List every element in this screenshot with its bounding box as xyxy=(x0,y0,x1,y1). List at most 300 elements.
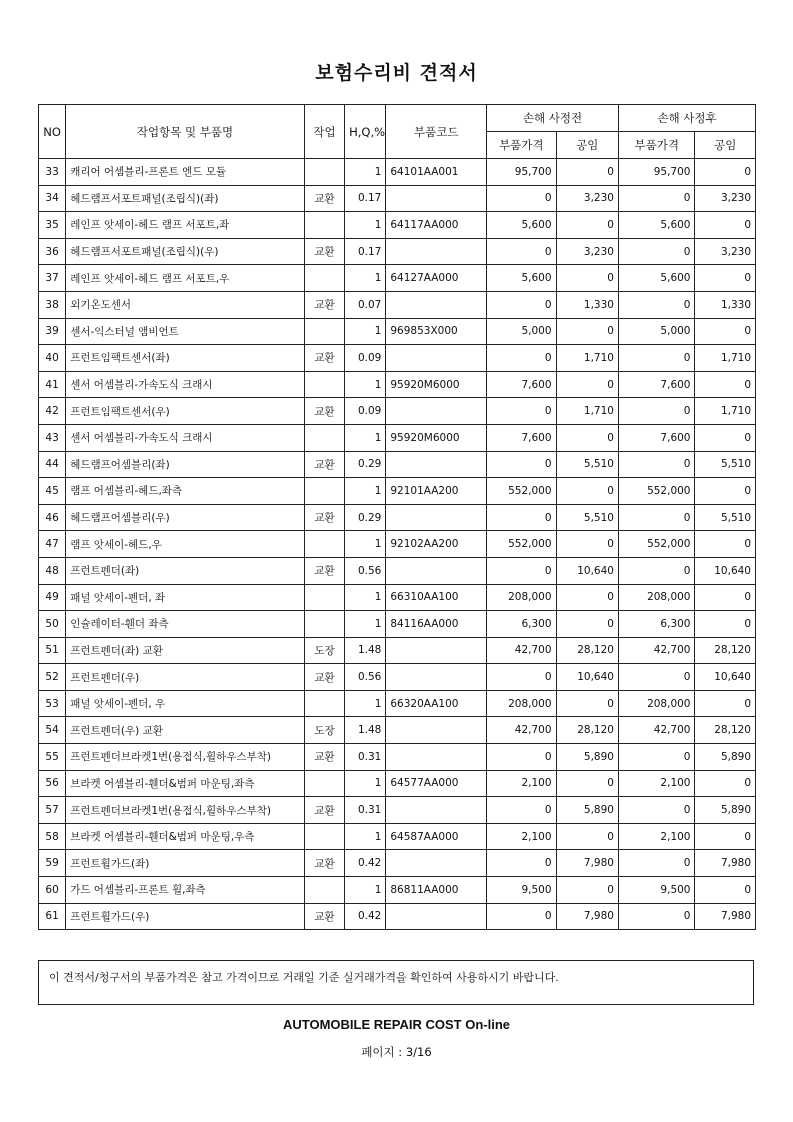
row-item: 패널 앗세이-펜더, 우 xyxy=(66,690,305,717)
notice-text: 이 견적서/청구서의 부품가격은 참고 가격이므로 거래일 기준 실거래가격을 확인하여 사용하시기 바랍니다. xyxy=(49,971,559,984)
row-work xyxy=(304,159,344,186)
row-no: 40 xyxy=(39,345,66,372)
row-no: 51 xyxy=(39,637,66,664)
row-no: 56 xyxy=(39,770,66,797)
table-row xyxy=(39,451,756,478)
document-title: 보험수리비 견적서 xyxy=(315,62,478,84)
row-before-part-price: 5,600 xyxy=(487,265,556,292)
header-before-labor: 공임 xyxy=(556,132,618,159)
row-no: 36 xyxy=(39,238,66,265)
row-hq: 0.09 xyxy=(345,398,386,425)
row-hq: 0.31 xyxy=(345,744,386,771)
row-work xyxy=(304,611,344,638)
row-before-labor: 10,640 xyxy=(556,557,618,584)
table-row xyxy=(39,611,756,638)
row-work xyxy=(304,531,344,558)
row-before-labor: 0 xyxy=(556,265,618,292)
page-number: 페이지 : 3/16 xyxy=(361,1045,432,1059)
row-after-labor: 0 xyxy=(695,823,756,850)
table-body xyxy=(39,159,756,930)
row-no: 44 xyxy=(39,451,66,478)
row-no: 46 xyxy=(39,504,66,531)
row-after-labor: 1,330 xyxy=(695,291,756,318)
table-row xyxy=(39,584,756,611)
row-item: 센서-익스터널 앰비언트 xyxy=(66,318,305,345)
row-before-part-price: 0 xyxy=(487,504,556,531)
row-before-part-price: 208,000 xyxy=(487,584,556,611)
table-row xyxy=(39,557,756,584)
row-before-labor: 10,640 xyxy=(556,664,618,691)
header-hq: H,Q,% xyxy=(345,105,386,159)
row-item: 브라켓 어셈블리-휀더&범퍼 마운팅,우측 xyxy=(66,823,305,850)
row-no: 60 xyxy=(39,877,66,904)
row-before-part-price: 0 xyxy=(487,185,556,212)
row-before-labor: 0 xyxy=(556,877,618,904)
row-code: 64587AA000 xyxy=(386,823,487,850)
row-after-labor: 10,640 xyxy=(695,557,756,584)
row-code xyxy=(386,664,487,691)
table-row xyxy=(39,797,756,824)
row-before-labor: 0 xyxy=(556,159,618,186)
row-code: 95920M6000 xyxy=(386,371,487,398)
row-after-labor: 0 xyxy=(695,478,756,505)
row-before-part-price: 0 xyxy=(487,664,556,691)
row-work xyxy=(304,318,344,345)
row-before-labor: 5,510 xyxy=(556,504,618,531)
row-before-part-price: 208,000 xyxy=(487,690,556,717)
table-row xyxy=(39,770,756,797)
row-code xyxy=(386,744,487,771)
row-before-part-price: 552,000 xyxy=(487,478,556,505)
row-item: 프런트펜더(우) xyxy=(66,664,305,691)
row-after-labor: 1,710 xyxy=(695,398,756,425)
table-row xyxy=(39,744,756,771)
row-code xyxy=(386,903,487,930)
row-after-part-price: 7,600 xyxy=(618,371,695,398)
row-before-part-price: 5,000 xyxy=(487,318,556,345)
header-after-labor: 공임 xyxy=(695,132,756,159)
row-before-part-price: 0 xyxy=(487,557,556,584)
row-item: 레인프 앗세이-헤드 램프 서포트,좌 xyxy=(66,212,305,239)
row-hq: 1 xyxy=(345,611,386,638)
row-code xyxy=(386,398,487,425)
row-work: 도장 xyxy=(304,637,344,664)
row-after-part-price: 552,000 xyxy=(618,478,695,505)
row-after-part-price: 2,100 xyxy=(618,823,695,850)
row-after-part-price: 5,600 xyxy=(618,212,695,239)
row-work xyxy=(304,265,344,292)
row-work: 교환 xyxy=(304,238,344,265)
row-item: 헤드램프어셈블리(우) xyxy=(66,504,305,531)
row-before-part-price: 2,100 xyxy=(487,823,556,850)
row-before-labor: 5,890 xyxy=(556,797,618,824)
row-no: 48 xyxy=(39,557,66,584)
row-after-part-price: 0 xyxy=(618,903,695,930)
row-item: 프런트휠가드(우) xyxy=(66,903,305,930)
row-after-labor: 0 xyxy=(695,531,756,558)
row-after-part-price: 552,000 xyxy=(618,531,695,558)
row-no: 42 xyxy=(39,398,66,425)
row-after-labor: 7,980 xyxy=(695,850,756,877)
row-hq: 0.09 xyxy=(345,345,386,372)
row-after-labor: 0 xyxy=(695,159,756,186)
row-before-part-price: 7,600 xyxy=(487,371,556,398)
table-row xyxy=(39,398,756,425)
row-after-labor: 5,890 xyxy=(695,744,756,771)
row-before-labor: 7,980 xyxy=(556,903,618,930)
row-after-part-price: 208,000 xyxy=(618,690,695,717)
row-no: 38 xyxy=(39,291,66,318)
row-before-labor: 7,980 xyxy=(556,850,618,877)
row-work: 교환 xyxy=(304,504,344,531)
row-before-labor: 3,230 xyxy=(556,185,618,212)
row-work: 교환 xyxy=(304,345,344,372)
row-no: 58 xyxy=(39,823,66,850)
row-no: 43 xyxy=(39,424,66,451)
row-code: 969853X000 xyxy=(386,318,487,345)
row-after-part-price: 0 xyxy=(618,744,695,771)
row-before-labor: 0 xyxy=(556,611,618,638)
row-after-labor: 10,640 xyxy=(695,664,756,691)
row-work: 교환 xyxy=(304,557,344,584)
row-before-labor: 1,710 xyxy=(556,345,618,372)
row-hq: 0.07 xyxy=(345,291,386,318)
row-hq: 1 xyxy=(345,159,386,186)
row-before-part-price: 0 xyxy=(487,345,556,372)
row-hq: 0.42 xyxy=(345,850,386,877)
header-work: 작업 xyxy=(304,105,344,159)
row-item: 프런트펜더(좌) xyxy=(66,557,305,584)
row-before-part-price: 6,300 xyxy=(487,611,556,638)
row-after-part-price: 0 xyxy=(618,557,695,584)
row-before-part-price: 0 xyxy=(487,238,556,265)
table-row xyxy=(39,903,756,930)
row-work xyxy=(304,823,344,850)
header-after-part-price: 부품가격 xyxy=(618,132,695,159)
row-item: 인슐레이터-휀더 좌측 xyxy=(66,611,305,638)
row-before-part-price: 552,000 xyxy=(487,531,556,558)
row-item: 헤드램프서포트패널(조립식)(우) xyxy=(66,238,305,265)
row-before-labor: 0 xyxy=(556,823,618,850)
row-work: 교환 xyxy=(304,797,344,824)
row-after-labor: 0 xyxy=(695,424,756,451)
row-item: 프런트펜더(우) 교환 xyxy=(66,717,305,744)
row-no: 59 xyxy=(39,850,66,877)
row-after-labor: 28,120 xyxy=(695,637,756,664)
row-code: 92101AA200 xyxy=(386,478,487,505)
row-no: 61 xyxy=(39,903,66,930)
row-code xyxy=(386,797,487,824)
row-no: 39 xyxy=(39,318,66,345)
row-after-labor: 0 xyxy=(695,212,756,239)
row-before-part-price: 5,600 xyxy=(487,212,556,239)
row-after-part-price: 2,100 xyxy=(618,770,695,797)
row-item: 프런트임팩트센서(좌) xyxy=(66,345,305,372)
row-after-labor: 0 xyxy=(695,318,756,345)
row-item: 램프 어셈블리-헤드,좌측 xyxy=(66,478,305,505)
row-work: 교환 xyxy=(304,451,344,478)
row-before-labor: 0 xyxy=(556,424,618,451)
row-code xyxy=(386,637,487,664)
row-after-part-price: 208,000 xyxy=(618,584,695,611)
row-after-part-price: 5,000 xyxy=(618,318,695,345)
row-work xyxy=(304,584,344,611)
row-hq: 0.56 xyxy=(345,664,386,691)
row-no: 49 xyxy=(39,584,66,611)
row-before-labor: 1,710 xyxy=(556,398,618,425)
row-before-labor: 0 xyxy=(556,690,618,717)
row-item: 프런트휠가드(좌) xyxy=(66,850,305,877)
row-item: 센서 어셈블리-가속도식 크래시 xyxy=(66,371,305,398)
row-hq: 0.17 xyxy=(345,185,386,212)
row-hq: 1 xyxy=(345,478,386,505)
header-before-part-price: 부품가격 xyxy=(487,132,556,159)
table-row xyxy=(39,265,756,292)
table-row xyxy=(39,185,756,212)
row-no: 55 xyxy=(39,744,66,771)
row-work: 도장 xyxy=(304,717,344,744)
row-item: 프런트펜더브라켓1번(용접식,휠하우스부착) xyxy=(66,797,305,824)
row-code: 86811AA000 xyxy=(386,877,487,904)
table-row xyxy=(39,238,756,265)
row-after-part-price: 0 xyxy=(618,797,695,824)
row-code xyxy=(386,717,487,744)
row-code xyxy=(386,504,487,531)
row-before-labor: 0 xyxy=(556,318,618,345)
row-no: 33 xyxy=(39,159,66,186)
row-after-part-price: 42,700 xyxy=(618,637,695,664)
row-before-part-price: 7,600 xyxy=(487,424,556,451)
row-before-part-price: 42,700 xyxy=(487,637,556,664)
row-hq: 0.56 xyxy=(345,557,386,584)
row-after-part-price: 5,600 xyxy=(618,265,695,292)
row-item: 프런트펜더(좌) 교환 xyxy=(66,637,305,664)
row-item: 프런트임팩트센서(우) xyxy=(66,398,305,425)
row-before-labor: 5,510 xyxy=(556,451,618,478)
row-code xyxy=(386,451,487,478)
row-before-labor: 0 xyxy=(556,584,618,611)
row-after-part-price: 0 xyxy=(618,345,695,372)
row-no: 45 xyxy=(39,478,66,505)
row-hq: 1 xyxy=(345,823,386,850)
row-item: 레인프 앗세이-헤드 램프 서포트,우 xyxy=(66,265,305,292)
row-hq: 1.48 xyxy=(345,637,386,664)
notice-box xyxy=(38,960,754,1005)
row-before-part-price: 2,100 xyxy=(487,770,556,797)
row-after-labor: 3,230 xyxy=(695,238,756,265)
row-hq: 0.29 xyxy=(345,504,386,531)
table-row xyxy=(39,637,756,664)
row-item: 외기온도센서 xyxy=(66,291,305,318)
row-hq: 1 xyxy=(345,212,386,239)
row-work xyxy=(304,877,344,904)
row-work: 교환 xyxy=(304,744,344,771)
row-no: 52 xyxy=(39,664,66,691)
header-item: 작업항목 및 부품명 xyxy=(66,105,305,159)
row-hq: 0.42 xyxy=(345,903,386,930)
row-before-labor: 28,120 xyxy=(556,717,618,744)
table-row xyxy=(39,318,756,345)
row-before-part-price: 0 xyxy=(487,451,556,478)
row-after-part-price: 0 xyxy=(618,504,695,531)
row-after-labor: 0 xyxy=(695,584,756,611)
row-code: 64101AA001 xyxy=(386,159,487,186)
row-hq: 1 xyxy=(345,770,386,797)
row-after-labor: 5,510 xyxy=(695,504,756,531)
table-row xyxy=(39,690,756,717)
table-row xyxy=(39,717,756,744)
row-after-part-price: 0 xyxy=(618,664,695,691)
row-after-part-price: 0 xyxy=(618,185,695,212)
row-hq: 0.31 xyxy=(345,797,386,824)
row-before-labor: 5,890 xyxy=(556,744,618,771)
row-before-labor: 0 xyxy=(556,478,618,505)
row-item: 램프 앗세이-헤드,우 xyxy=(66,531,305,558)
row-hq: 1 xyxy=(345,584,386,611)
row-before-part-price: 0 xyxy=(487,903,556,930)
row-code: 64117AA000 xyxy=(386,212,487,239)
table-row xyxy=(39,850,756,877)
row-work: 교환 xyxy=(304,291,344,318)
row-after-labor: 0 xyxy=(695,770,756,797)
row-code: 66320AA100 xyxy=(386,690,487,717)
row-no: 35 xyxy=(39,212,66,239)
row-hq: 1 xyxy=(345,531,386,558)
row-code: 64127AA000 xyxy=(386,265,487,292)
row-code xyxy=(386,291,487,318)
table-row xyxy=(39,478,756,505)
footer-brand: AUTOMOBILE REPAIR COST On-line xyxy=(282,1017,511,1032)
row-after-part-price: 0 xyxy=(618,398,695,425)
row-no: 34 xyxy=(39,185,66,212)
row-work: 교환 xyxy=(304,398,344,425)
row-work xyxy=(304,371,344,398)
row-no: 57 xyxy=(39,797,66,824)
row-before-part-price: 95,700 xyxy=(487,159,556,186)
row-work xyxy=(304,212,344,239)
row-after-labor: 0 xyxy=(695,611,756,638)
header-code: 부품코드 xyxy=(386,105,487,159)
row-code xyxy=(386,345,487,372)
row-no: 47 xyxy=(39,531,66,558)
row-after-labor: 7,980 xyxy=(695,903,756,930)
table-row xyxy=(39,424,756,451)
header-before: 손해 사정전 xyxy=(487,105,619,132)
table-row xyxy=(39,504,756,531)
row-after-part-price: 0 xyxy=(618,451,695,478)
row-code: 66310AA100 xyxy=(386,584,487,611)
table-row xyxy=(39,371,756,398)
row-no: 50 xyxy=(39,611,66,638)
row-hq: 1.48 xyxy=(345,717,386,744)
row-after-labor: 28,120 xyxy=(695,717,756,744)
row-before-part-price: 42,700 xyxy=(487,717,556,744)
row-work xyxy=(304,424,344,451)
row-hq: 1 xyxy=(345,690,386,717)
row-work: 교환 xyxy=(304,850,344,877)
row-hq: 0.29 xyxy=(345,451,386,478)
header-no: NO xyxy=(39,105,66,159)
row-after-labor: 3,230 xyxy=(695,185,756,212)
table-row xyxy=(39,291,756,318)
row-item: 패널 앗세이-펜더, 좌 xyxy=(66,584,305,611)
row-work: 교환 xyxy=(304,185,344,212)
row-before-part-price: 9,500 xyxy=(487,877,556,904)
row-code xyxy=(386,850,487,877)
row-work: 교환 xyxy=(304,903,344,930)
row-before-labor: 1,330 xyxy=(556,291,618,318)
row-code: 92102AA200 xyxy=(386,531,487,558)
row-after-labor: 0 xyxy=(695,371,756,398)
row-no: 41 xyxy=(39,371,66,398)
row-item: 가드 어셈블리-프론트 휠,좌측 xyxy=(66,877,305,904)
row-before-labor: 3,230 xyxy=(556,238,618,265)
table-row xyxy=(39,877,756,904)
estimate-table xyxy=(38,104,756,930)
row-no: 53 xyxy=(39,690,66,717)
row-after-part-price: 6,300 xyxy=(618,611,695,638)
row-after-labor: 5,890 xyxy=(695,797,756,824)
row-after-labor: 1,710 xyxy=(695,345,756,372)
row-work xyxy=(304,690,344,717)
row-before-part-price: 0 xyxy=(487,398,556,425)
table-row xyxy=(39,823,756,850)
row-code: 64577AA000 xyxy=(386,770,487,797)
header-after: 손해 사정후 xyxy=(618,105,755,132)
row-after-part-price: 95,700 xyxy=(618,159,695,186)
row-after-part-price: 42,700 xyxy=(618,717,695,744)
row-no: 54 xyxy=(39,717,66,744)
row-hq: 1 xyxy=(345,424,386,451)
row-before-labor: 0 xyxy=(556,770,618,797)
row-code xyxy=(386,185,487,212)
row-no: 37 xyxy=(39,265,66,292)
row-before-part-price: 0 xyxy=(487,744,556,771)
table-row xyxy=(39,531,756,558)
row-before-part-price: 0 xyxy=(487,850,556,877)
table-row xyxy=(39,664,756,691)
row-after-part-price: 9,500 xyxy=(618,877,695,904)
row-after-part-price: 0 xyxy=(618,850,695,877)
row-before-labor: 0 xyxy=(556,531,618,558)
row-before-part-price: 0 xyxy=(487,797,556,824)
table-row xyxy=(39,212,756,239)
row-item: 헤드램프서포트패널(조립식)(좌) xyxy=(66,185,305,212)
row-code xyxy=(386,557,487,584)
row-after-labor: 0 xyxy=(695,690,756,717)
table-row xyxy=(39,345,756,372)
table-row xyxy=(39,159,756,186)
row-after-labor: 0 xyxy=(695,265,756,292)
row-hq: 1 xyxy=(345,877,386,904)
row-hq: 1 xyxy=(345,265,386,292)
row-work xyxy=(304,478,344,505)
row-item: 헤드램프어셈블리(좌) xyxy=(66,451,305,478)
row-code xyxy=(386,238,487,265)
row-after-part-price: 0 xyxy=(618,238,695,265)
row-before-labor: 0 xyxy=(556,212,618,239)
row-before-labor: 0 xyxy=(556,371,618,398)
row-hq: 1 xyxy=(345,318,386,345)
row-code: 95920M6000 xyxy=(386,424,487,451)
row-after-part-price: 7,600 xyxy=(618,424,695,451)
row-hq: 1 xyxy=(345,371,386,398)
row-item: 센서 어셈블리-가속도식 크래시 xyxy=(66,424,305,451)
row-after-labor: 0 xyxy=(695,877,756,904)
row-code: 84116AA000 xyxy=(386,611,487,638)
row-item: 브라켓 어셈블리-휀더&범퍼 마운팅,좌측 xyxy=(66,770,305,797)
row-item: 프런트펜더브라켓1번(용접식,휠하우스부착) xyxy=(66,744,305,771)
